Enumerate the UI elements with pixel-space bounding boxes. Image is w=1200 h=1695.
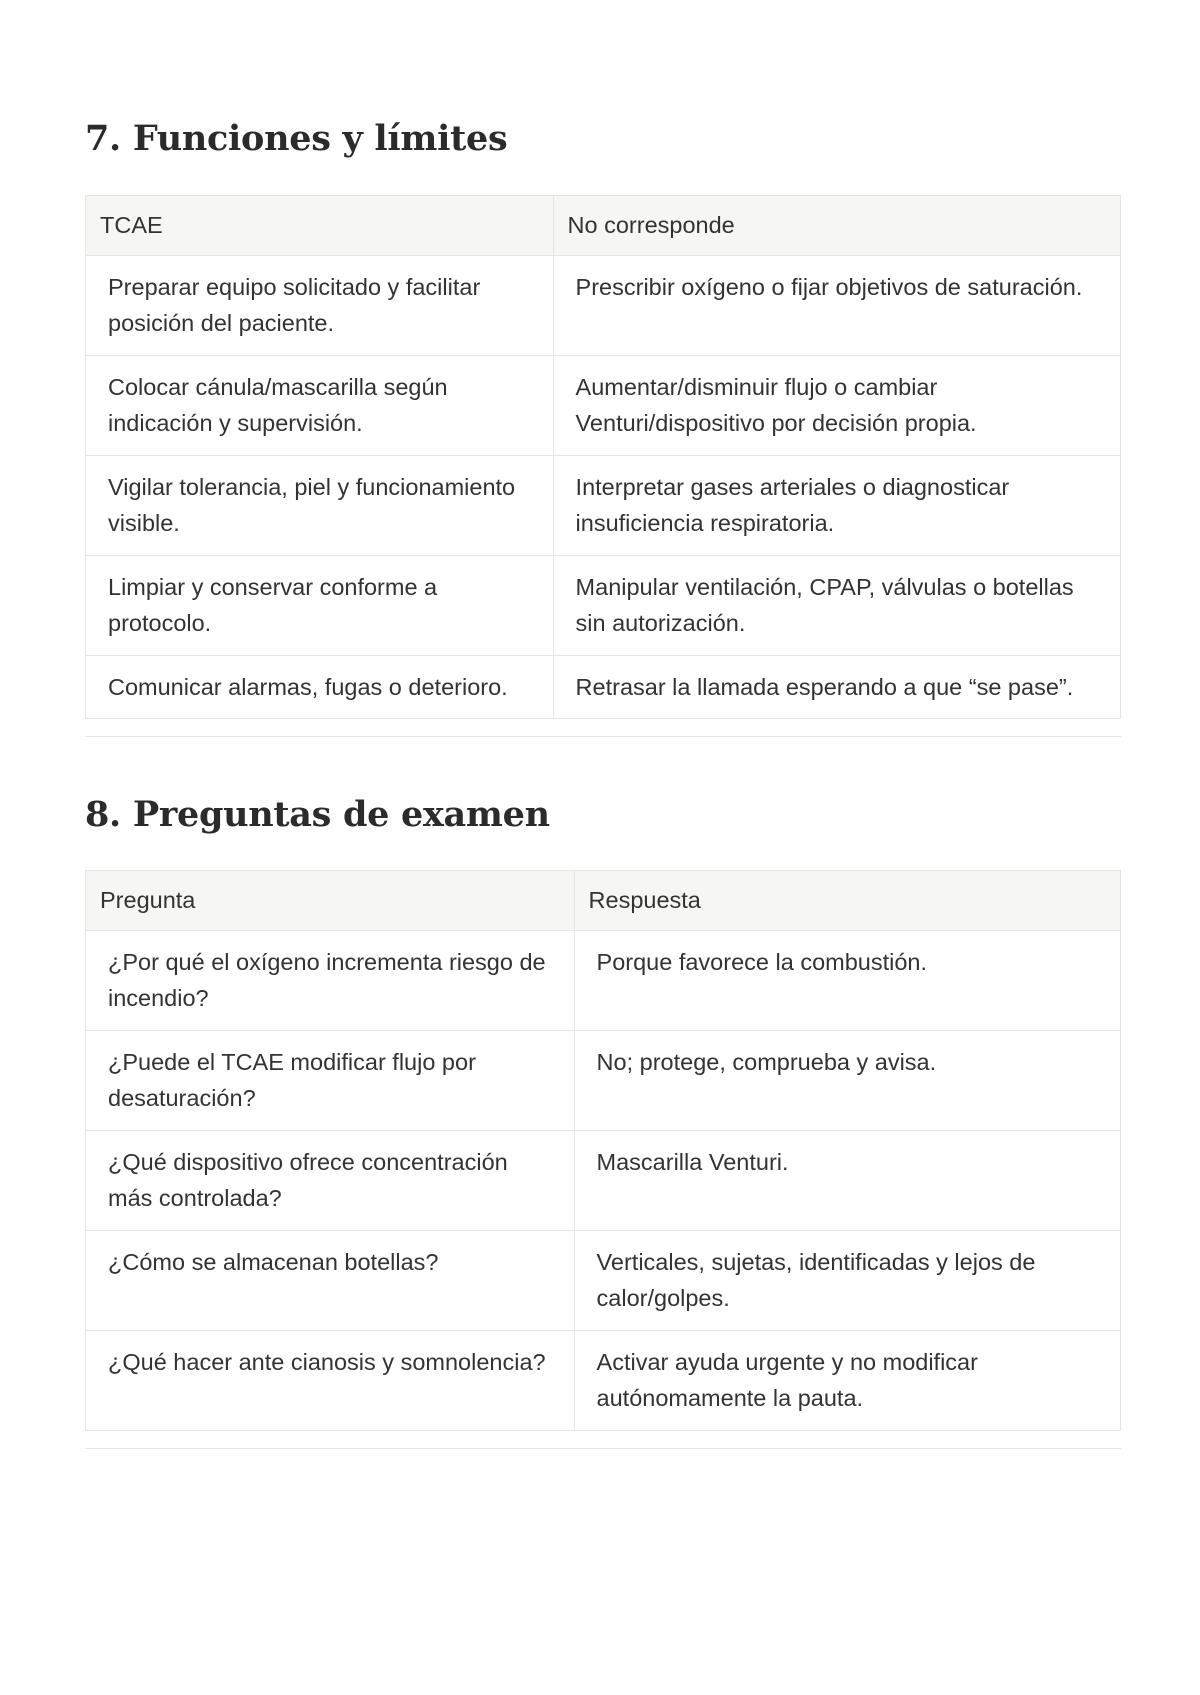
table-cell: Comunicar alarmas, fugas o deterioro.	[108, 674, 508, 700]
table-row	[86, 355, 1120, 455]
column-header-no-corresponde: No corresponde	[553, 196, 1120, 255]
section-7-title: 7. Funciones y límites	[85, 118, 508, 159]
table-header-row	[86, 871, 1120, 930]
table-row	[86, 1130, 1120, 1230]
table-cell: ¿Qué hacer ante cianosis y somnolencia?	[108, 1349, 546, 1375]
table-cell: Aumentar/disminuir flujo o cambiar Venturi/dispositivo por decisión propia.	[553, 356, 1120, 455]
column-header-pregunta: Pregunta	[100, 887, 196, 913]
table-cell: Retrasar la llamada esperando a que “se pase”.	[553, 656, 1120, 718]
exam-questions-table	[85, 870, 1121, 1431]
table-row	[86, 555, 1120, 655]
table-row	[86, 1230, 1120, 1330]
table-cell: Interpretar gases arteriales o diagnosticar insuficiencia respiratoria.	[553, 456, 1120, 555]
section-8-title: 8. Preguntas de examen	[85, 794, 550, 835]
table-cell: Porque favorece la combustión.	[574, 931, 1120, 1030]
table-cell: No; protege, comprueba y avisa.	[574, 1031, 1120, 1130]
table-cell: Vigilar tolerancia, piel y funcionamiento visible.	[108, 474, 516, 536]
table-cell: ¿Qué dispositivo ofrece concentración más controlada?	[108, 1149, 508, 1211]
table-cell: ¿Puede el TCAE modificar flujo por desaturación?	[108, 1049, 476, 1111]
table-cell: Colocar cánula/mascarilla según indicación y supervisión.	[108, 374, 448, 436]
column-header-respuesta: Respuesta	[574, 871, 1120, 930]
functions-limits-table	[85, 195, 1121, 719]
table-row	[86, 255, 1120, 355]
column-header-tcae: TCAE	[100, 212, 163, 238]
table-cell: Preparar equipo solicitado y facilitar posición del paciente.	[108, 274, 481, 336]
table-cell: Verticales, sujetas, identificadas y lejos de calor/golpes.	[574, 1231, 1120, 1330]
table-row	[86, 1330, 1120, 1430]
table-row	[86, 455, 1120, 555]
table-header-row	[86, 196, 1120, 255]
table-cell: ¿Por qué el oxígeno incrementa riesgo de incendio?	[108, 949, 546, 1011]
table-row	[86, 1030, 1120, 1130]
table-cell: Limpiar y conservar conforme a protocolo.	[108, 574, 438, 636]
table-cell: ¿Cómo se almacenan botellas?	[108, 1249, 439, 1275]
table-cell: Activar ayuda urgente y no modificar autónomamente la pauta.	[574, 1331, 1120, 1430]
section-divider	[85, 736, 1121, 737]
table-row	[86, 655, 1120, 718]
table-row	[86, 930, 1120, 1030]
section-divider	[85, 1448, 1121, 1449]
table-cell: Prescribir oxígeno o fijar objetivos de saturación.	[553, 256, 1120, 355]
table-cell: Mascarilla Venturi.	[574, 1131, 1120, 1230]
table-cell: Manipular ventilación, CPAP, válvulas o botellas sin autorización.	[553, 556, 1120, 655]
